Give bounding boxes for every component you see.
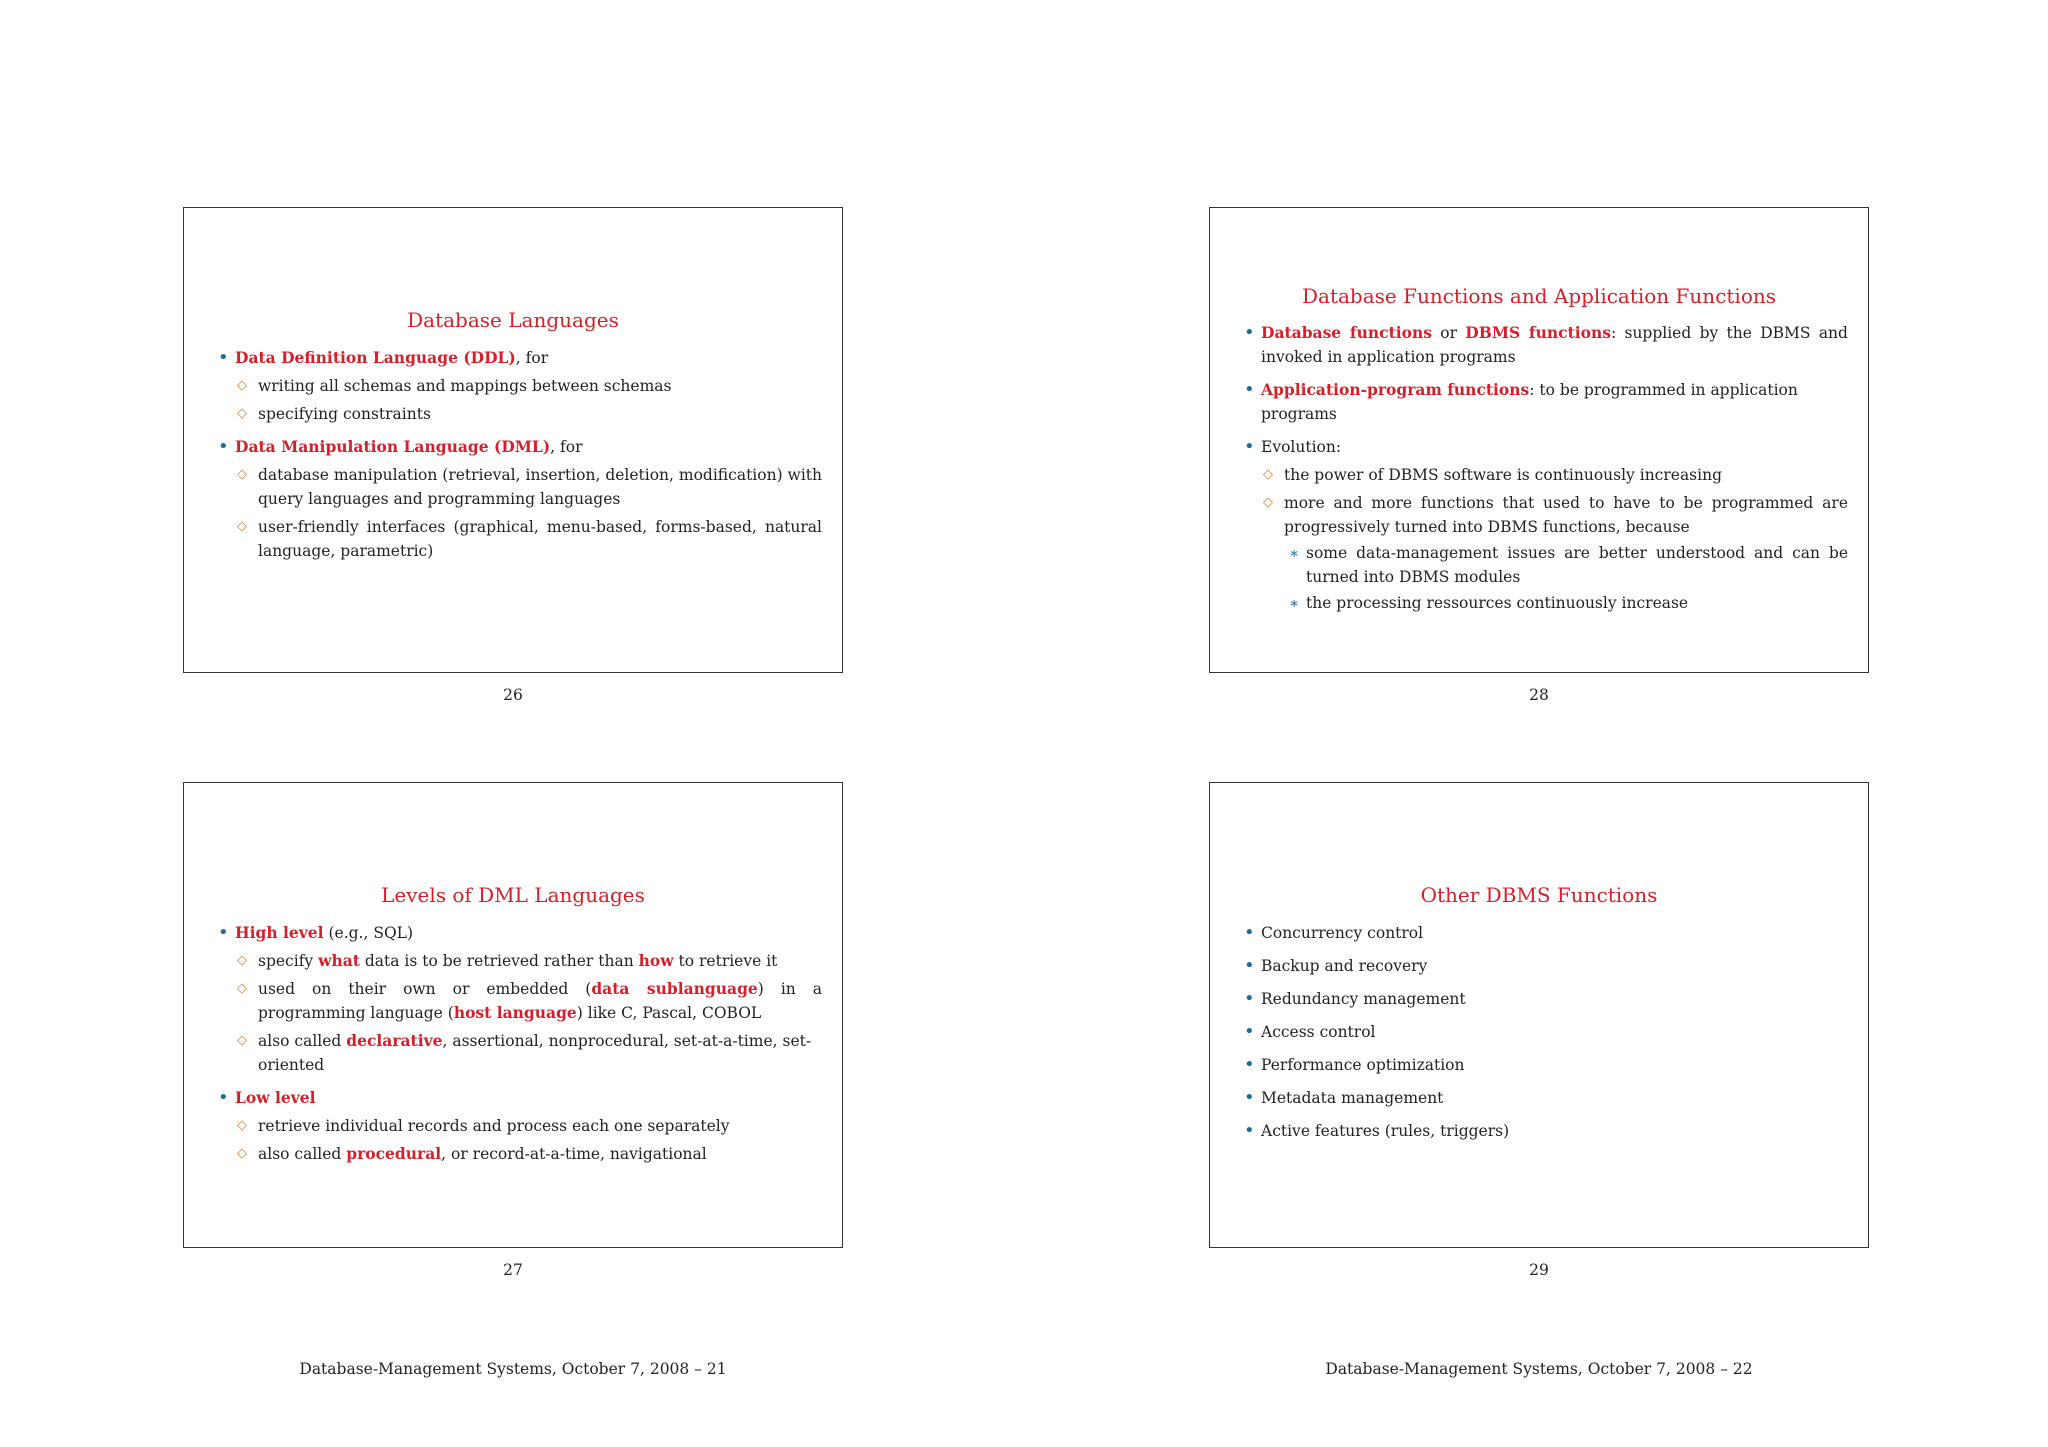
list-item: • Concurrency control: [1244, 921, 1848, 945]
slide-title: Other DBMS Functions: [1420, 883, 1658, 907]
list-item: • Metadata management: [1244, 1086, 1848, 1110]
sub-sub-item: ∗ some data-management issues are better understood and can be turned into DBMS modules: [1284, 541, 1848, 589]
list-item: • Active features (rules, triggers): [1244, 1119, 1848, 1143]
slide-body: [1244, 321, 1848, 624]
list-item-low-level: • Low level ◇ retrieve individual records and process each one separately ◇ also called procedural, or record-at-a-time, navigational: [218, 1086, 822, 1166]
term-dml: Data Manipulation Language (DML): [235, 437, 551, 456]
list-item: • Performance optimization: [1244, 1053, 1848, 1077]
sub-item: ◇ more and more functions that used to have to be programmed are progressively turned into DBMS functions, because ∗ some data-management issues are better understood and can be turned into DBMS modules ∗ the processing ressources continuously increase: [1244, 491, 1848, 615]
sub-item: ◇ also called declarative, assertional, nonprocedural, set-at-a-time, set-oriented: [218, 1029, 822, 1077]
sub-item: ◇ specifying constraints: [218, 402, 822, 426]
sub-item: ◇ used on their own or embedded (data sublanguage) in a programming language (host language) like C, Pascal, COBOL: [218, 977, 822, 1025]
page-number: 26: [503, 686, 523, 704]
sub-item: ◇ user-friendly interfaces (graphical, menu-based, forms-based, natural language, parametric): [218, 515, 822, 563]
sub-item: ◇ writing all schemas and mappings between schemas: [218, 374, 822, 398]
sub-item: ◇ database manipulation (retrieval, insertion, deletion, modification) with query languages and programming languages: [218, 463, 822, 511]
page-number: 28: [1529, 686, 1549, 704]
list-item-ddl: • Data Definition Language (DDL), for ◇ writing all schemas and mappings between schemas ◇ specifying constraints: [218, 346, 822, 426]
list-item-high-level: • High level (e.g., SQL) ◇ specify what data is to be retrieved rather than how to retrieve it ◇ used on their own or embedded (data sublanguage) in a programming language (host language) like C, Pascal, COBOL ◇ also called declarative, assertional, nonprocedural, set-at-a-time, set-oriented: [218, 921, 822, 1077]
slide-body: [1244, 921, 1848, 1152]
slide-body: [218, 346, 822, 572]
slide-27: [183, 782, 843, 1248]
slide-26: [183, 207, 843, 673]
slide-title: Database Languages: [407, 308, 619, 332]
slide-28: [1209, 207, 1869, 673]
list-item-dml: • Data Manipulation Language (DML), for ◇ database manipulation (retrieval, insertion, deletion, modification) with query languages and programming languages ◇ user-friendly interfaces (graphical, menu-based, forms-based, natural language, parametric): [218, 435, 822, 563]
page-number: 29: [1529, 1261, 1549, 1279]
slide-body: [218, 921, 822, 1175]
page-footer-right: Database-Management Systems, October 7, 2008 – 22: [1325, 1360, 1753, 1378]
sub-item: ◇ the power of DBMS software is continuously increasing: [1244, 463, 1848, 487]
list-item: • Access control: [1244, 1020, 1848, 1044]
slide-title: Levels of DML Languages: [381, 883, 645, 907]
list-item: • Database functions or DBMS functions: supplied by the DBMS and invoked in application programs: [1244, 321, 1848, 369]
slide-title: Database Functions and Application Functions: [1301, 284, 1777, 308]
list-item: • Application-program functions: to be programmed in application programs: [1244, 378, 1848, 426]
sub-sub-item: ∗ the processing ressources continuously increase: [1284, 591, 1848, 615]
sub-item: ◇ specify what data is to be retrieved rather than how to retrieve it: [218, 949, 822, 973]
slide-29: [1209, 782, 1869, 1248]
page-footer-left: Database-Management Systems, October 7, 2008 – 21: [299, 1360, 727, 1378]
term-ddl: Data Definition Language (DDL): [235, 348, 516, 367]
page-number: 27: [503, 1261, 523, 1279]
sub-item: ◇ retrieve individual records and process each one separately: [218, 1114, 822, 1138]
list-item: • Redundancy management: [1244, 987, 1848, 1011]
list-item: • Evolution: ◇ the power of DBMS software is continuously increasing ◇ more and more functions that used to have to be programmed are progressively turned into DBMS functions, because ∗ some data-management issues are better understood and can be turned into DBMS modules ∗ the processing ressources continuously increase: [1244, 435, 1848, 615]
sub-item: ◇ also called procedural, or record-at-a-time, navigational: [218, 1142, 822, 1166]
list-item: • Backup and recovery: [1244, 954, 1848, 978]
